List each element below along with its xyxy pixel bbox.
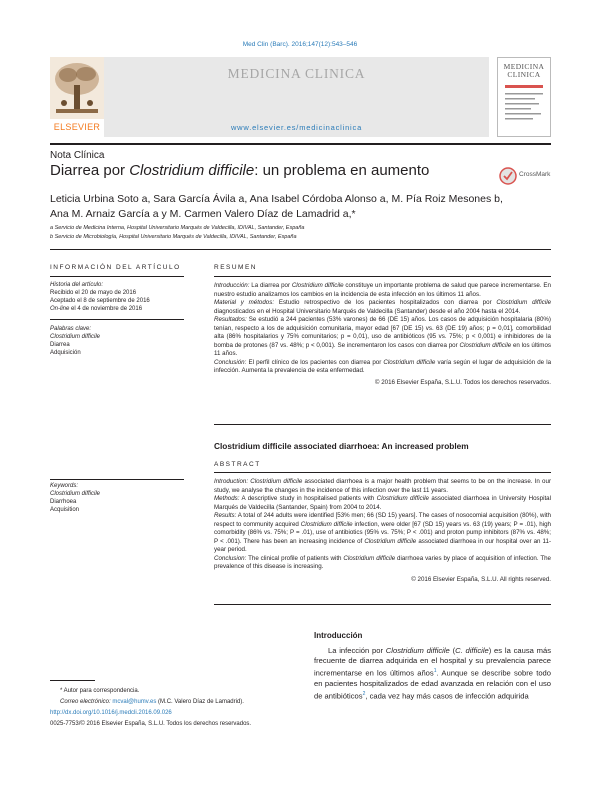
journal-citation[interactable]: Med Clin (Barc). 2016;147(12):543–546 [242, 41, 358, 48]
footnotes [50, 686, 300, 730]
text: associated diarrhoea in our hospital over an 11-year period. [214, 537, 552, 553]
introduction-paragraph [314, 646, 551, 701]
text: associated diarrhoea is a major health problem that seems to be on the increase. In our study, we analyse the changes in the incidence of this infection over the last 11 years. [214, 478, 552, 494]
organism: Clostridium difficile [376, 495, 429, 502]
abstract-methods [214, 495, 551, 512]
authors-line: Ana M. Arnaiz García a y M. Carmen Valero Díaz de Lamadrid a,* [50, 208, 356, 220]
abstract-copyright: © 2016 Elsevier España, S.L.U. All rights reserved. [411, 575, 551, 583]
keyword-item: Adquisición [50, 350, 81, 356]
email-label: Correo electrónico: [60, 699, 111, 705]
online-label: On-line [50, 306, 70, 312]
affiliations [50, 224, 550, 242]
cover-title-line: CLINICA [507, 70, 541, 79]
abstract-end-rule [214, 604, 551, 605]
text: La infección por [328, 646, 386, 655]
text: A descriptive study in hospitalised patients with [239, 495, 377, 502]
organism: Clostridium difficile [291, 282, 344, 289]
crossmark-label: CrossMark [519, 171, 551, 178]
keyword-en-item: Clostridium difficile [50, 491, 101, 497]
resumen-end-rule [214, 424, 551, 425]
label: Methods: [214, 495, 240, 502]
history-online [50, 305, 184, 313]
doi-link[interactable]: http://dx.doi.org/10.1016/j.medcli.2016.09.026 [50, 710, 172, 716]
history-received: Recibido el 20 de mayo de 2016 [50, 290, 137, 296]
header-divider [50, 143, 551, 145]
resumen-heading: RESUMEN [214, 264, 258, 271]
online-date: el 4 de noviembre de 2016 [69, 306, 143, 312]
title-suffix: : un problema en aumento [254, 162, 430, 179]
article-info-heading: INFORMACIÓN DEL ARTÍCULO [50, 264, 181, 271]
resumen-methods [214, 299, 551, 316]
elsevier-tree-icon [50, 57, 104, 119]
history-label: Historia del artículo: [50, 282, 104, 288]
resumen-intro [214, 282, 551, 299]
keyword-en-item: Diarrhoea [50, 499, 77, 505]
title-organism: Clostridium difficile [129, 162, 255, 179]
keywords-label: Palabras clave: [50, 326, 92, 332]
abstract-rule [214, 472, 551, 473]
abstract-intro [214, 478, 551, 495]
organism: Clostridium difficile [385, 646, 450, 655]
text: en los últimos 11 años. [214, 341, 551, 357]
organism: Clostridium difficile [496, 299, 552, 306]
reference-link[interactable]: 1 [433, 668, 437, 674]
english-title: Clostridium difficile associated diarrhoea: An increased problem [214, 441, 469, 451]
organism: Clostridium difficile [343, 554, 396, 562]
keyword-en-item: Acquisition [50, 507, 80, 513]
article-history [50, 281, 184, 313]
text: , cada vez hay más casos de infección adquirida [365, 691, 529, 701]
resumen-conclusion [214, 359, 551, 376]
text: Estudio retrospectivo de los pacientes hospitalizados con diarrea por [274, 299, 497, 306]
keywords-en [50, 482, 184, 514]
text: La diarrea por [249, 282, 292, 289]
cover-title [497, 63, 551, 79]
issn-note: 0025-7753/© 2016 Elsevier España, S.L.U. Todos los derechos reservados. [50, 721, 252, 727]
affiliation-divider [50, 249, 551, 250]
introduction-heading: Introducción [314, 631, 363, 640]
abstract-results [214, 512, 551, 555]
keyword-item: Clostridium difficile [50, 334, 101, 340]
text: The clinical profile of patients with [246, 554, 344, 562]
keywords-en-label: Keywords: [50, 483, 79, 489]
abstract-body [214, 478, 551, 584]
affiliation-b: b Servicio de Microbiología, Hospital Universitario Marqués de Valdecilla, IDIVAL, Santander, España [50, 234, 297, 240]
label: Material y métodos: [214, 299, 275, 306]
resumen-copyright: © 2016 Elsevier España, S.L.U. Todos los derechos reservados. [374, 378, 551, 386]
cover-title-line: MEDICINA [503, 62, 545, 71]
text: A total of 244 adults were identified [53% men; 66 (SD 15) years]. The cases of nosocomial acquisition (80%), with respect to community acquired [214, 512, 551, 528]
organism: Clostridium difficile [383, 358, 436, 366]
text: infection, were older [67 (SD 15) years vs. 63 (19) years; P = .01), high comorbidity (86% vs. 75%; P = .01), use of antibiotics (95% vs. 75%; P < .001) and proton pump inhibitors (87% vs. 48%; P < .001). There has been an increasing incidence of [214, 520, 552, 545]
label: Introducción: [214, 282, 250, 289]
journal-url-link[interactable]: www.elsevier.es/medicinaclinica [230, 123, 363, 132]
label: Resultados: [214, 316, 247, 323]
organism-abbr: C. difficile [455, 646, 489, 655]
text: . Aunque se describe sobre todo en pacientes hospitalizados de edad avanzada en relación con el uso de antibióticos [314, 668, 551, 701]
resumen-body [214, 282, 551, 387]
article-title [50, 162, 429, 179]
text: ( [449, 646, 456, 655]
resumen-rule [214, 276, 551, 277]
history-accepted: Aceptado el 8 de septiembre de 2016 [50, 298, 150, 304]
journal-name: MEDICINA CLINICA [227, 66, 366, 81]
text: ) es la causa más frecuente de diarrea adquirida en el hospital y su prevalencia parece incrementarse en los últimos años [314, 646, 551, 678]
email-link[interactable]: mcval@humv.es [112, 699, 157, 705]
organism: Clostridium difficile [300, 520, 353, 528]
text: Se estudió a 244 pacientes (53% varones) de 66 (DE 15) años. Los casos de adquisición hospitalaria (80%) tenían, respecto a los de adquisición comunitaria, mayor edad [67 (DE 15) vs. 63 (DE 19) años; p = 0,01], comorbilidad alta (86% hospitalarios y 75% comunitarios; p = 0,01), uso de antibióticos (95 vs. 75%; p < 0,001) e inhibidores de la bomba de protones (87 vs. 48%; p < 0,001). Se incrementaron los casos con diarrea por [214, 316, 551, 349]
footnote-rule [50, 680, 95, 681]
crossmark-badge[interactable] [499, 166, 551, 186]
article-section-type: Nota Clínica [50, 150, 105, 161]
label: Results: [214, 512, 237, 519]
text: varía según el lugar de adquisición de la infección. Aumenta la prevalencia de esta enfermedad. [214, 358, 552, 374]
abstract-heading: ABSTRACT [214, 461, 261, 468]
affiliation-a: a Servicio de Medicina Interna, Hospital Universitario Marqués de Valdecilla, IDIVAL, Santander, España [50, 225, 305, 231]
crossmark-icon [499, 167, 517, 185]
reference-link[interactable]: 2 [362, 690, 366, 697]
organism: Clostridium difficile [250, 478, 303, 485]
abstract-conclusion [214, 555, 551, 572]
text: diarrhoea varies by place of acquisition of infection. The prevalence of this disease is increasing. [214, 554, 551, 570]
email-note [50, 697, 300, 708]
text: associated diarrhoea in University Hospital Marqués de Valdecilla (Santander, Spain) from 2004 to 2014. [214, 495, 551, 511]
email-owner: (M.C. Valero Díaz de Lamadrid). [156, 699, 244, 705]
organism: Clostridium difficile [459, 341, 512, 349]
article-info-rule [50, 276, 184, 277]
organism: Clostridium difficile [364, 537, 417, 545]
keywords-en-rule [50, 479, 184, 480]
title-prefix: Diarrea por [50, 162, 130, 179]
keywords-rule [50, 319, 184, 320]
author-list [50, 192, 550, 222]
label: Conclusión: [214, 358, 247, 366]
text: El perfil clínico de los pacientes con diarrea por [246, 358, 384, 366]
corresponding-note: * Autor para correspondencia. [60, 688, 140, 694]
text: diagnosticados en el Hospital Universitario Marqués de Valdecilla (Santander) desde el año 2004 hasta el 2014. [214, 307, 521, 315]
keyword-item: Diarrea [50, 342, 70, 348]
resumen-results [214, 316, 551, 359]
authors-line: Leticia Urbina Soto a, Sara García Ávila a, Ana Isabel Córdoba Alonso a, M. Pía Roiz Mesones b, [50, 193, 503, 205]
keywords-es [50, 325, 184, 357]
label: Introduction: [214, 478, 249, 485]
label: Conclusion: [214, 554, 247, 562]
text: constituye un importante problema de salud que parece incrementarse. En nuestro estudio analizamos los cambios en la incidencia de esta infección en los últimos 11 años. [214, 282, 551, 298]
publisher-name: ELSEVIER [53, 122, 101, 132]
